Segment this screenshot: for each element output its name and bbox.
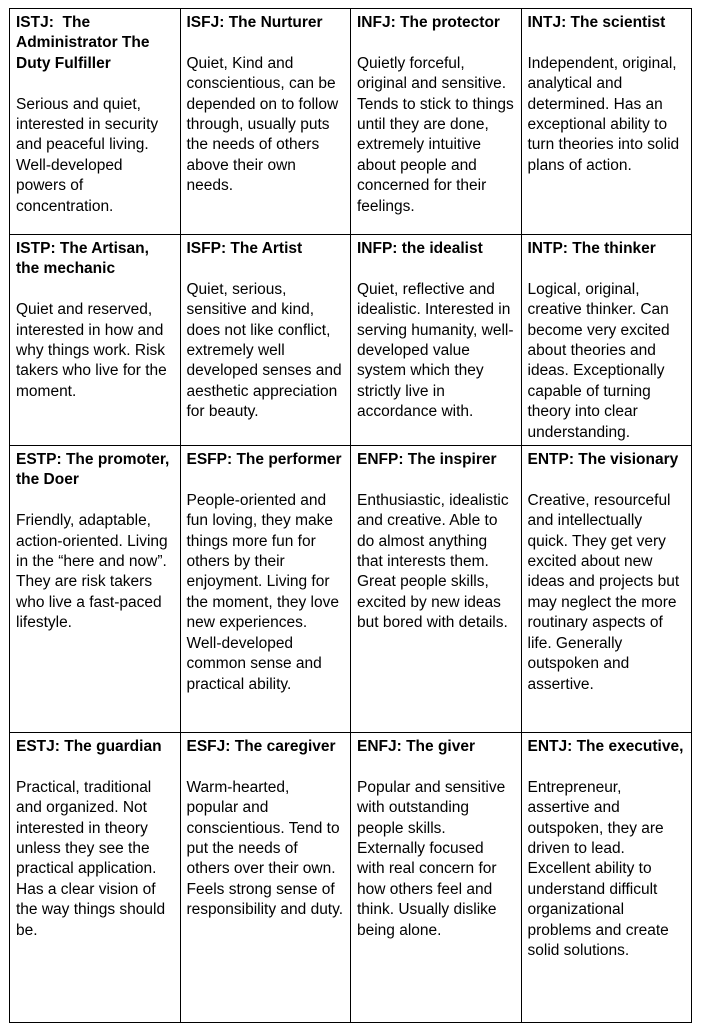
- type-description: Independent, original, analytical and determined. Has an exceptional ability to turn theories into solid plans of action.: [527, 54, 684, 174]
- type-title: INTJ: The scientist: [527, 14, 666, 31]
- type-title: ENTP: The visionary: [527, 451, 679, 469]
- type-description: Serious and quiet, interested in security and peaceful living. Well-developed powers of concentration.: [16, 95, 163, 215]
- type-cell-enfj: [351, 733, 522, 1023]
- type-cell-isfp: [180, 235, 351, 446]
- type-description: Quiet, Kind and conscientious, can be depended on to follow through, usually puts the needs of others above their own needs.: [186, 54, 343, 195]
- type-description: Enthusiastic, idealistic and creative. Able to do almost anything that interests them. Great people skills, excited by new ideas but bored with details.: [357, 491, 513, 632]
- type-title: ESFJ: The caregiver: [186, 738, 336, 756]
- type-description: Friendly, adaptable, action-oriented. Living in the “here and now”. They are risk takers who live a fast-paced lifestyle.: [16, 512, 172, 632]
- type-description: Logical, original, creative thinker. Can become very excited about theories and ideas. Exceptionally capable of turning theory into clear understanding.: [527, 280, 674, 441]
- personality-types-table: [9, 8, 692, 1023]
- type-description: Quiet, serious, sensitive and kind, does not like conflict, extremely well developed senses and aesthetic appreciation for beauty.: [186, 280, 346, 421]
- type-description: Warm-hearted, popular and conscientious. Tend to put the needs of others over their own. Feels strong sense of responsibility and duty.: [186, 778, 344, 919]
- type-cell-isfj: [180, 9, 351, 235]
- type-title: INTP: The thinker: [527, 240, 656, 257]
- type-cell-infj: [351, 9, 522, 235]
- type-title: ESTJ: The guardian: [16, 738, 162, 756]
- type-cell-enfp: [351, 446, 522, 733]
- type-cell-intj: [521, 9, 692, 235]
- type-description: Quietly forceful, original and sensitive. Tends to stick to things until they are done, extremely intuitive about people and concerned for their feelings.: [357, 54, 519, 215]
- type-cell-entj: [521, 733, 692, 1023]
- type-title: ESFP: The performer: [186, 451, 342, 469]
- type-description: Entrepreneur, assertive and outspoken, they are driven to lead. Excellent ability to understand difficult organizational problems and create solid solutions.: [527, 778, 674, 960]
- type-cell-estj: [10, 733, 181, 1023]
- type-title: ENFP: The inspirer: [357, 451, 497, 469]
- type-cell-entp: [521, 446, 692, 733]
- type-title: ENTJ: The executive,: [527, 738, 684, 756]
- type-description: Creative, resourceful and intellectually quick. They get very excited about new ideas and projects but may neglect the more routinary aspects of life. Generally outspoken and assertive.: [527, 491, 684, 693]
- table-row: [10, 9, 692, 235]
- type-cell-intp: [521, 235, 692, 446]
- type-cell-esfj: [180, 733, 351, 1023]
- type-title: ISTJ: The Administrator The Duty Fulfiller: [16, 14, 154, 72]
- type-title: ENFJ: The giver: [357, 738, 475, 756]
- type-title: ISFJ: The Nurturer: [186, 14, 323, 31]
- type-description: People-oriented and fun loving, they make things more fun for others by their enjoyment. Living for the moment, they love new experiences. Well-developed common sense and practical ability.: [186, 491, 344, 693]
- table-row: [10, 733, 692, 1023]
- type-description: Popular and sensitive with outstanding people skills. Externally focused with real concern for how others feel and think. Usually dislike being alone.: [357, 778, 510, 939]
- table-row: [10, 235, 692, 446]
- type-cell-esfp: [180, 446, 351, 733]
- type-cell-istp: [10, 235, 181, 446]
- type-description: Practical, traditional and organized. Not interested in theory unless they see the practical application. Has a clear vision of the way things should be.: [16, 778, 170, 939]
- type-cell-infp: [351, 235, 522, 446]
- type-title: ISFP: The Artist: [186, 240, 303, 257]
- type-title: INFJ: The protector: [357, 14, 500, 31]
- type-cell-istj: [10, 9, 181, 235]
- type-title: ISTP: The Artisan, the mechanic: [16, 240, 154, 278]
- type-description: Quiet, reflective and idealistic. Interested in serving humanity, well-developed value system which they strictly live in accordance with.: [357, 280, 515, 421]
- type-title: ESTP: The promoter, the Doer: [16, 451, 174, 489]
- type-title: INFP: the idealist: [357, 240, 483, 257]
- type-description: Quiet and reserved, interested in how and why things work. Risk takers who live for the moment.: [16, 301, 172, 400]
- table-row: [10, 446, 692, 733]
- type-cell-estp: [10, 446, 181, 733]
